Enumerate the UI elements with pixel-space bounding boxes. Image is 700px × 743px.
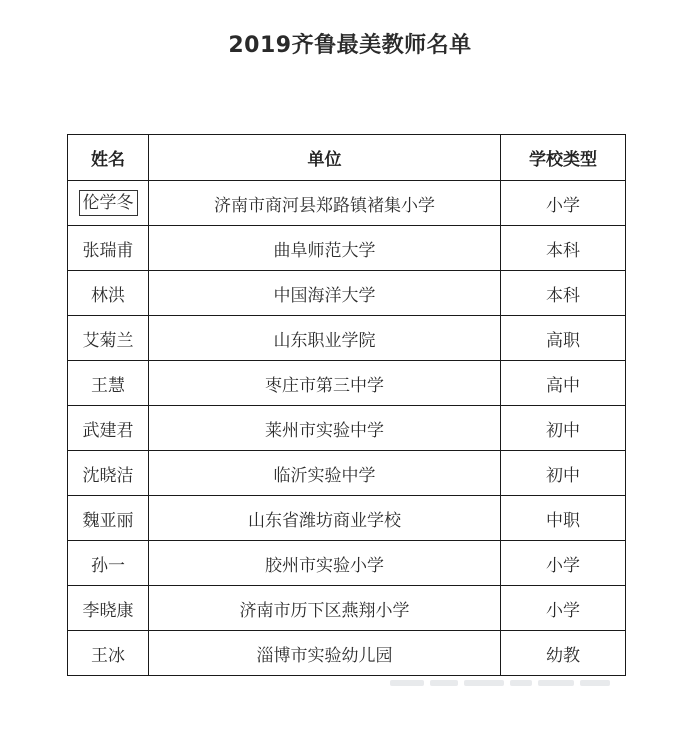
cell-name: 王冰 — [68, 631, 149, 676]
cell-name: 孙一 — [68, 541, 149, 586]
table-row — [68, 496, 626, 541]
selected-name-text[interactable]: 伦学冬 — [79, 190, 138, 216]
cell-unit: 曲阜师范大学 — [149, 226, 501, 271]
cell-unit: 胶州市实验小学 — [149, 541, 501, 586]
cell-name — [68, 181, 149, 226]
cell-unit: 临沂实验中学 — [149, 451, 501, 496]
cell-school-type: 初中 — [501, 406, 626, 451]
cell-name: 张瑞甫 — [68, 226, 149, 271]
cell-school-type: 小学 — [501, 541, 626, 586]
table-row — [68, 406, 626, 451]
cell-school-type: 小学 — [501, 586, 626, 631]
table-row — [68, 271, 626, 316]
page-title: 2019齐鲁最美教师名单 — [228, 33, 472, 58]
cell-name: 林洪 — [68, 271, 149, 316]
teacher-list-table — [67, 134, 626, 676]
cell-unit: 中国海洋大学 — [149, 271, 501, 316]
table-row — [68, 631, 626, 676]
table-row — [68, 451, 626, 496]
cell-school-type: 高中 — [501, 361, 626, 406]
cell-unit: 枣庄市第三中学 — [149, 361, 501, 406]
cell-name: 沈晓洁 — [68, 451, 149, 496]
cell-unit: 山东省潍坊商业学校 — [149, 496, 501, 541]
cell-school-type: 初中 — [501, 451, 626, 496]
table-row — [68, 226, 626, 271]
cell-school-type: 幼教 — [501, 631, 626, 676]
table-row — [68, 541, 626, 586]
cell-school-type: 高职 — [501, 316, 626, 361]
cell-unit: 济南市历下区燕翔小学 — [149, 586, 501, 631]
column-header-school-type: 学校类型 — [501, 135, 626, 181]
cell-name: 李晓康 — [68, 586, 149, 631]
cell-unit: 淄博市实验幼儿园 — [149, 631, 501, 676]
column-header-unit: 单位 — [149, 135, 501, 181]
cell-name: 王慧 — [68, 361, 149, 406]
cell-name: 艾菊兰 — [68, 316, 149, 361]
table-row — [68, 361, 626, 406]
table-row — [68, 181, 626, 226]
cell-unit: 莱州市实验中学 — [149, 406, 501, 451]
cell-school-type: 小学 — [501, 181, 626, 226]
table-header-row — [68, 135, 626, 181]
cell-school-type: 本科 — [501, 226, 626, 271]
table-row — [68, 316, 626, 361]
cell-name: 武建君 — [68, 406, 149, 451]
faint-watermark — [390, 676, 620, 690]
cell-unit: 济南市商河县郑路镇褚集小学 — [149, 181, 501, 226]
column-header-name: 姓名 — [68, 135, 149, 181]
cell-school-type: 中职 — [501, 496, 626, 541]
cell-name: 魏亚丽 — [68, 496, 149, 541]
cell-school-type: 本科 — [501, 271, 626, 316]
cell-unit: 山东职业学院 — [149, 316, 501, 361]
table-row — [68, 586, 626, 631]
